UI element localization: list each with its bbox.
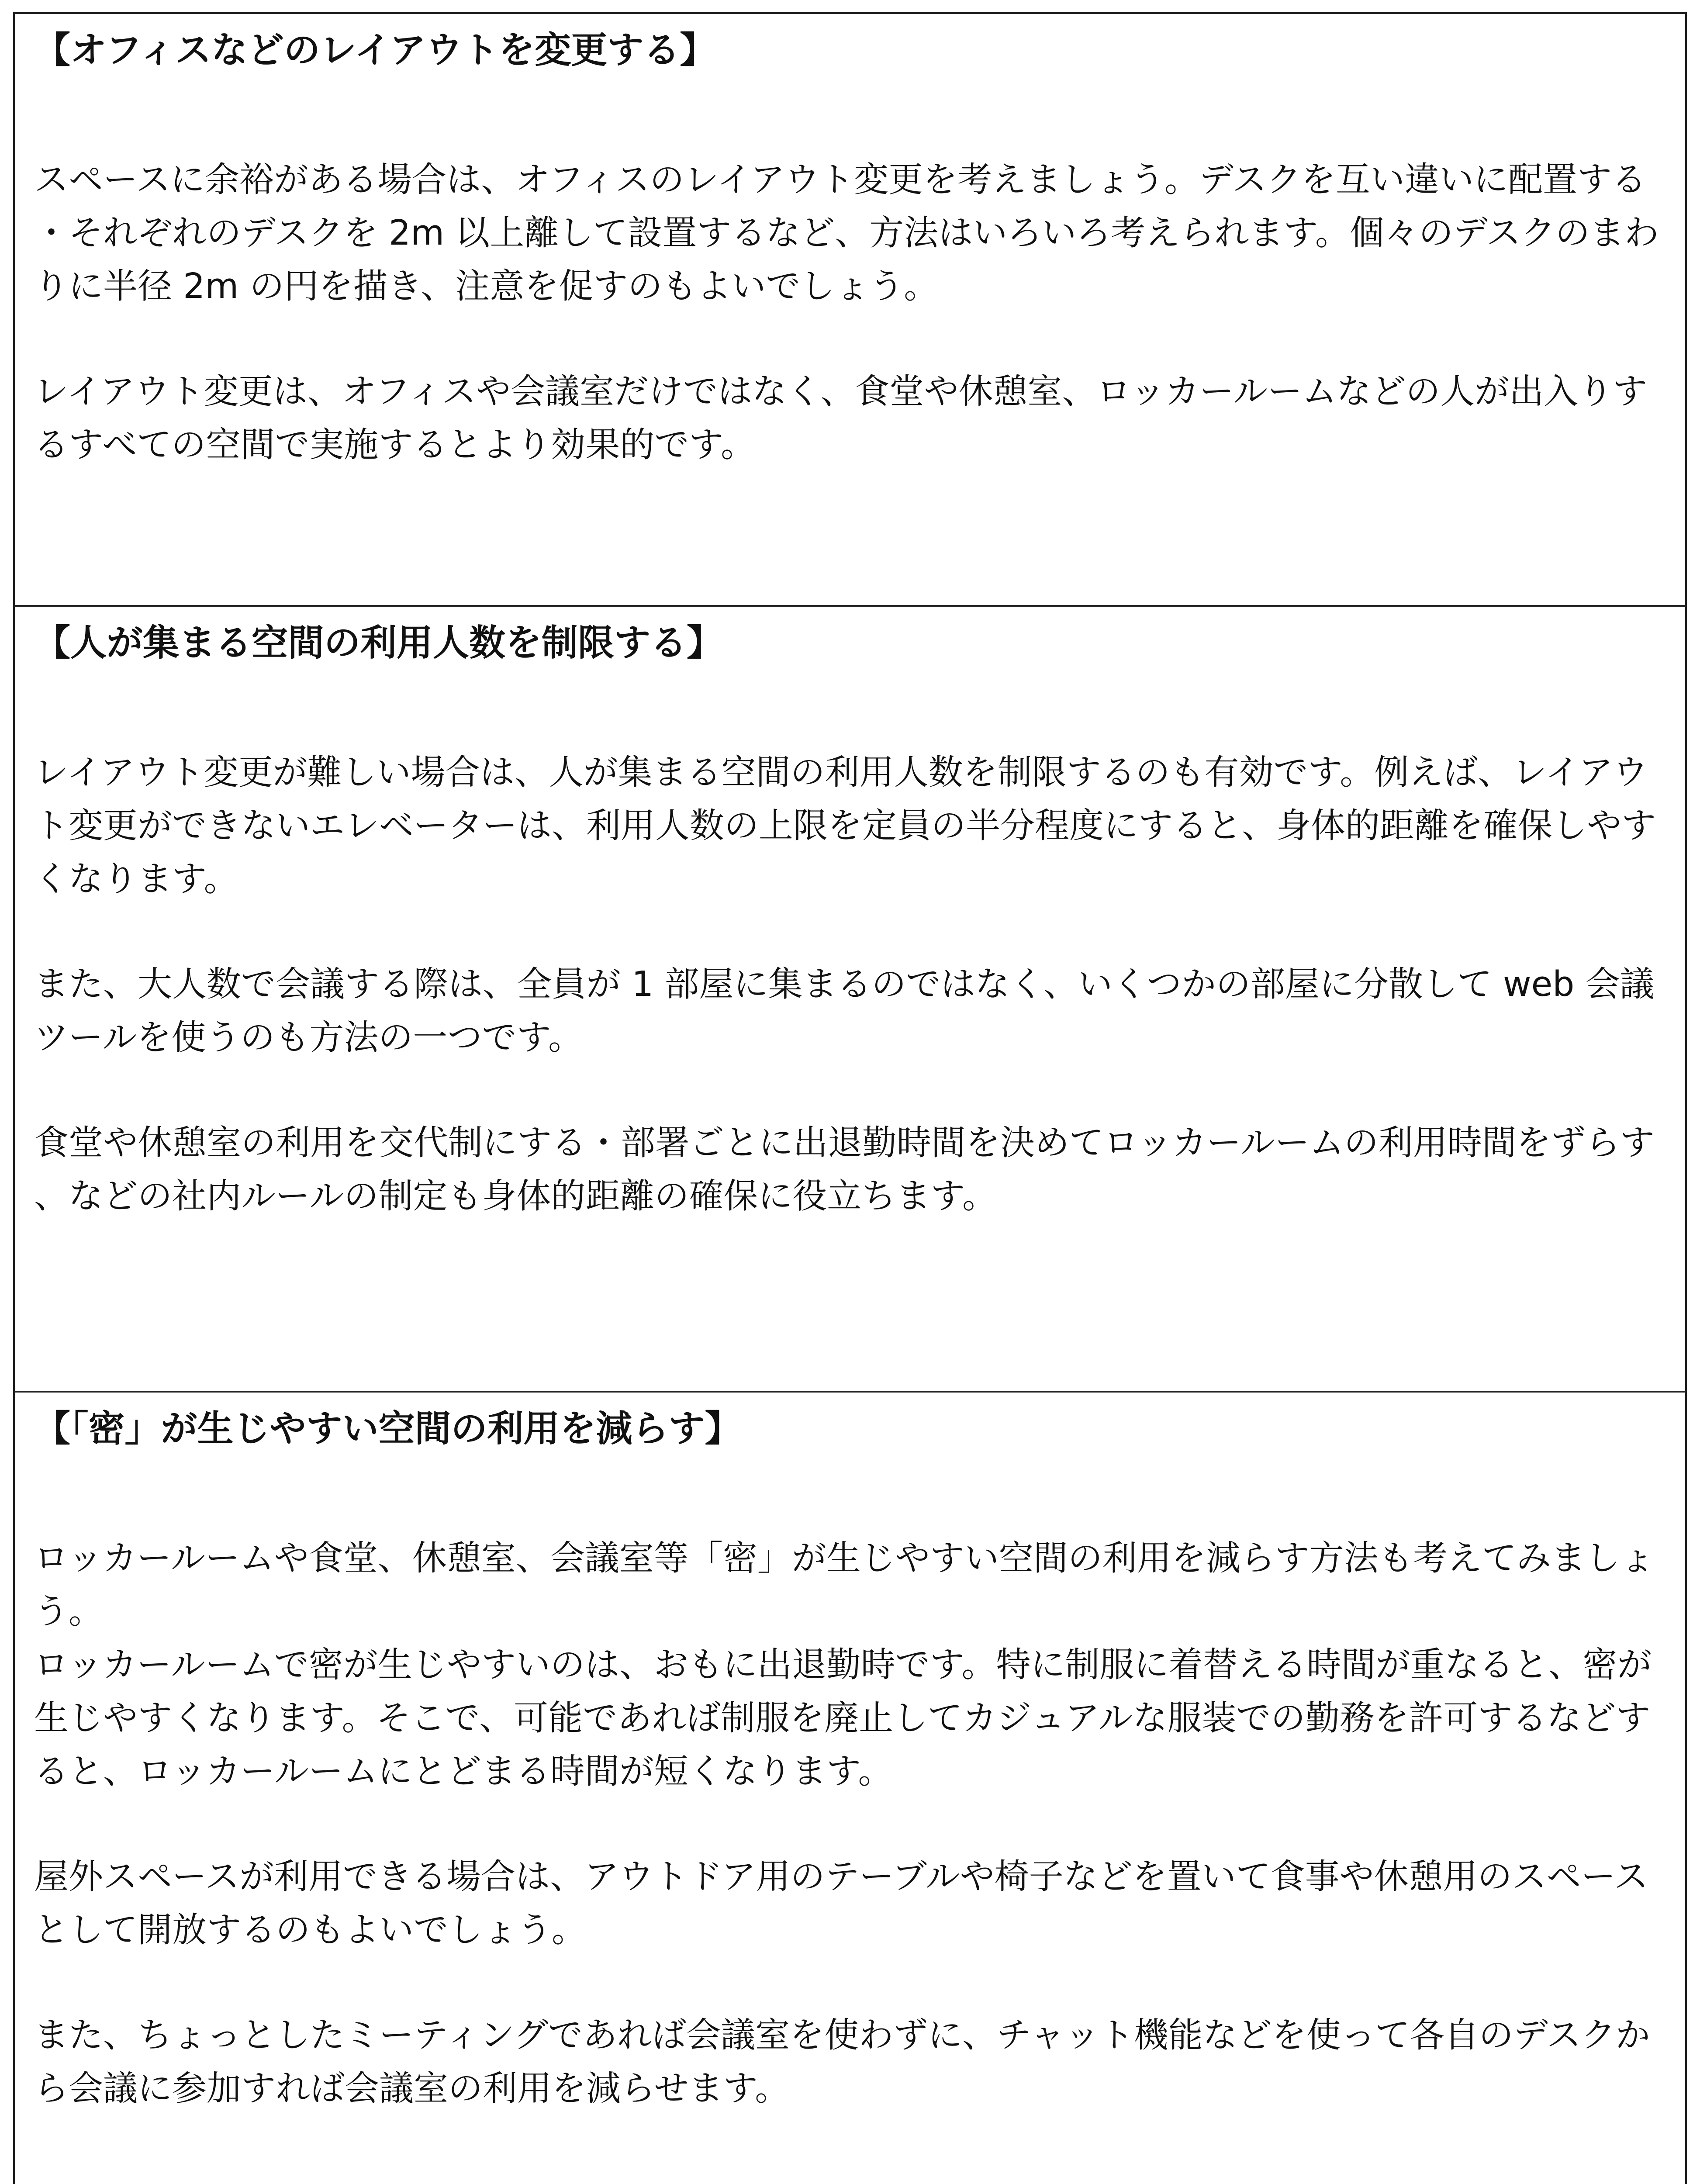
section-paragraph: ロッカールームで密が生じやすいのは、おもに出退勤時です。特に制服に着替える時間が重なると、密が生じやすくなります。そこで、可能であれば制服を廃止してカジュアルな服装での勤務を許可するなどすると、ロッカールームにとどまる時間が短くなります。 [34,1645,1652,1791]
section-limit-occupancy [15,605,1685,1391]
section-paragraph: また、ちょっとしたミーティングであれば会議室を使わずに、チャット機能などを使って各自のデスクから会議に参加すれば会議室の利用を減らせます。 [34,2015,1650,2108]
section-office-layout [15,14,1685,605]
section-paragraph: レイアウト変更は、オフィスや会議室だけではなく、食堂や休憩室、ロッカールームなどの人が出入りするすべての空間で実施するとより効果的です。 [34,371,1648,465]
section-paragraph: 食堂や休憩室の利用を交代制にする・部署ごとに出退勤時間を決めてロッカールームの利用時間をずらす、などの社内ルールの制定も身体的距離の確保に役立ちます。 [34,1123,1655,1216]
section-title: 【「密」が生じやすい空間の利用を減らす】 [34,1407,741,1450]
document-table [13,12,1687,2184]
section-title: 【人が集まる空間の利用人数を制限する】 [34,622,723,664]
section-paragraph: スペースに余裕がある場合は、オフィスのレイアウト変更を考えましょう。デスクを互い違いに配置する・それぞれのデスクを 2m 以上離して設置するなど、方法はいろいろ考えられます。個々のデスクのまわりに半径 2m の円を描き、注意を促すのもよいでしょう。 [34,159,1659,306]
section-paragraph: レイアウト変更が難しい場合は、人が集まる空間の利用人数を制限するのも有効です。例えば、レイアウト変更ができないエレベーターは、利用人数の上限を定員の半分程度にすると、身体的距離を確保しやすくなります。 [34,752,1656,899]
section-title: 【オフィスなどのレイアウトを変更する】 [34,29,716,71]
section-paragraph: 屋外スペースが利用できる場合は、アウトドア用のテーブルや椅子などを置いて食事や休憩用のスペースとして開放するのもよいでしょう。 [34,1856,1648,1950]
section-paragraph: ロッカールームや食堂、休憩室、会議室等「密」が生じやすい空間の利用を減らす方法も考えてみましょう。 [34,1538,1655,1631]
section-reduce-crowded-spaces [15,1391,1685,2184]
section-paragraph: また、大人数で会議する際は、全員が 1 部屋に集まるのではなく、いくつかの部屋に分散して web 会議ツールを使うのも方法の一つです。 [34,964,1655,1057]
